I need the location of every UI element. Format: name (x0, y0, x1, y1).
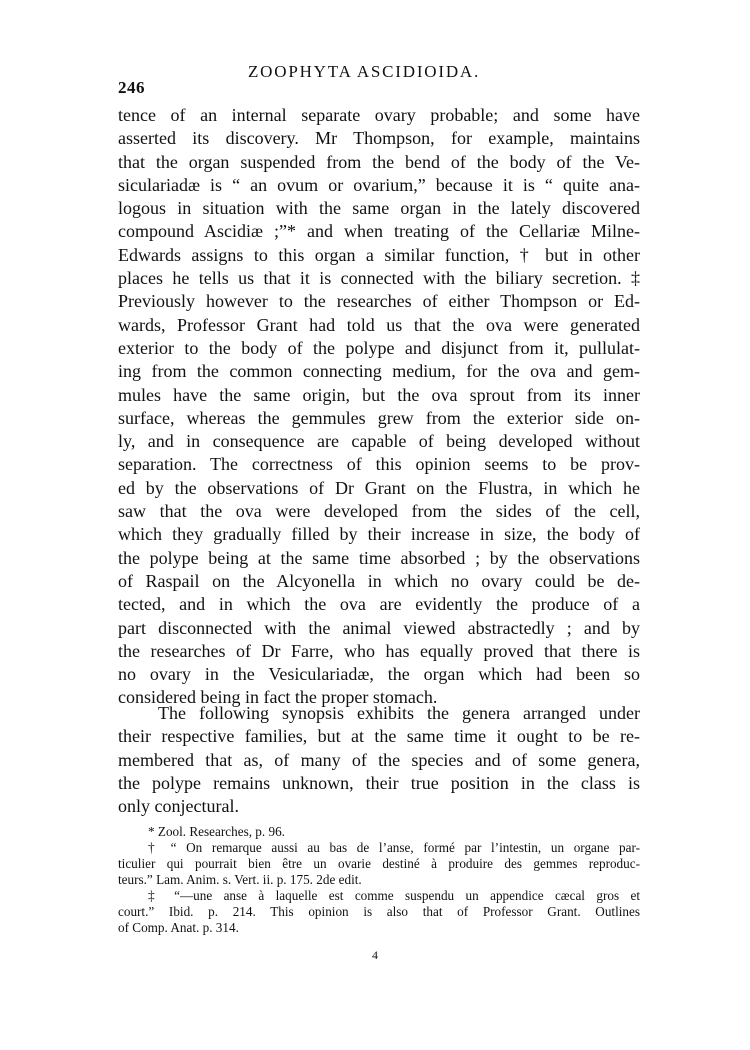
footnotes (118, 824, 640, 936)
footnote-line: * Zool. Researches, p. 96. (148, 824, 285, 839)
text-line: the researches of Dr Farre, who has equally proved that there is (118, 640, 640, 661)
footnote-line: ‡ “—une anse à laquelle est comme suspendu un appendice cæcal gros et (148, 888, 640, 903)
text-line: tence of an internal separate ovary probable; and some have (118, 105, 640, 125)
text-line: surface, whereas the gemmules grew from the exterior side on- (118, 407, 640, 428)
page-number: 246 (118, 78, 145, 97)
text-line: which they gradually filled by their increase in size, the body of (118, 524, 640, 545)
text-line: separation. The correctness of this opinion seems to be prov- (118, 454, 640, 475)
text-line: Edwards assigns to this organ a similar function, † but in other (118, 244, 640, 265)
footnote-line: ticulier qui pourrait bien être un ovarie destiné à produire des gemmes reproduc- (118, 856, 640, 871)
text-line: no ovary in the Vesiculariadæ, the organ which had been so (118, 664, 640, 685)
text-line: ed by the observations of Dr Grant on the Flustra, in which he (118, 477, 640, 498)
paragraph-main (118, 104, 640, 710)
footnote-line: of Comp. Anat. p. 314. (118, 920, 239, 935)
text-line: places he tells us that it is connected with the biliary secretion. ‡ (118, 268, 640, 289)
text-line: ing from the common connecting medium, for the ova and gem- (118, 361, 640, 382)
text-line: only conjectural. (118, 796, 239, 817)
footnote-line: court.” Ibid. p. 214. This opinion is also that of Professor Grant. Outlines (118, 904, 640, 919)
text-line: siculariadæ is “ an ovum or ovarium,” because it is “ quite ana- (118, 174, 640, 195)
text-line: saw that the ova were developed from the sides of the cell, (118, 501, 640, 522)
running-head: ZOOPHYTA ASCIDIOIDA. (248, 62, 481, 81)
text-line: membered that as, of many of the species and of some genera, (118, 749, 640, 770)
text-line: compound Ascidiæ ;”* and when treating of the Cellariæ Milne- (118, 221, 640, 242)
text-line: The following synopsis exhibits the genera arranged under (158, 703, 640, 723)
text-line: considered being in fact the proper stomach. (118, 687, 438, 708)
text-line: the polype being at the same time absorbed ; by the observations (118, 547, 640, 568)
signature-mark: 4 (372, 948, 378, 962)
paragraph-synopsis (118, 702, 640, 818)
text-line: asserted its discovery. Mr Thompson, for example, maintains (118, 128, 640, 149)
text-line: that the organ suspended from the bend of the body of the Ve- (118, 151, 640, 172)
text-line: ly, and in consequence are capable of being developed without (118, 431, 640, 452)
text-line: the polype remains unknown, their true position in the class is (118, 772, 640, 793)
text-line: logous in situation with the same organ in the lately discovered (118, 198, 640, 219)
text-line: mules have the same origin, but the ova sprout from its inner (118, 384, 640, 405)
page-header (118, 62, 638, 97)
text-line: wards, Professor Grant had told us that the ova were generated (118, 314, 640, 335)
footnote-line: teurs.” Lam. Anim. s. Vert. ii. p. 175. 2de edit. (118, 872, 362, 887)
footnote-line: † “ On remarque aussi au bas de l’anse, formé par l’intestin, un organe par- (148, 840, 640, 855)
text-line: Previously however to the researches of either Thompson or Ed- (118, 291, 640, 312)
text-line: of Raspail on the Alcyonella in which no ovary could be de- (118, 570, 640, 591)
text-line: part disconnected with the animal viewed abstractedly ; and by (118, 617, 640, 638)
text-line: exterior to the body of the polype and disjunct from it, pullulat- (118, 337, 640, 358)
text-line: their respective families, but at the same time it ought to be re- (118, 726, 640, 747)
text-line: tected, and in which the ova are evidently the produce of a (118, 594, 640, 615)
